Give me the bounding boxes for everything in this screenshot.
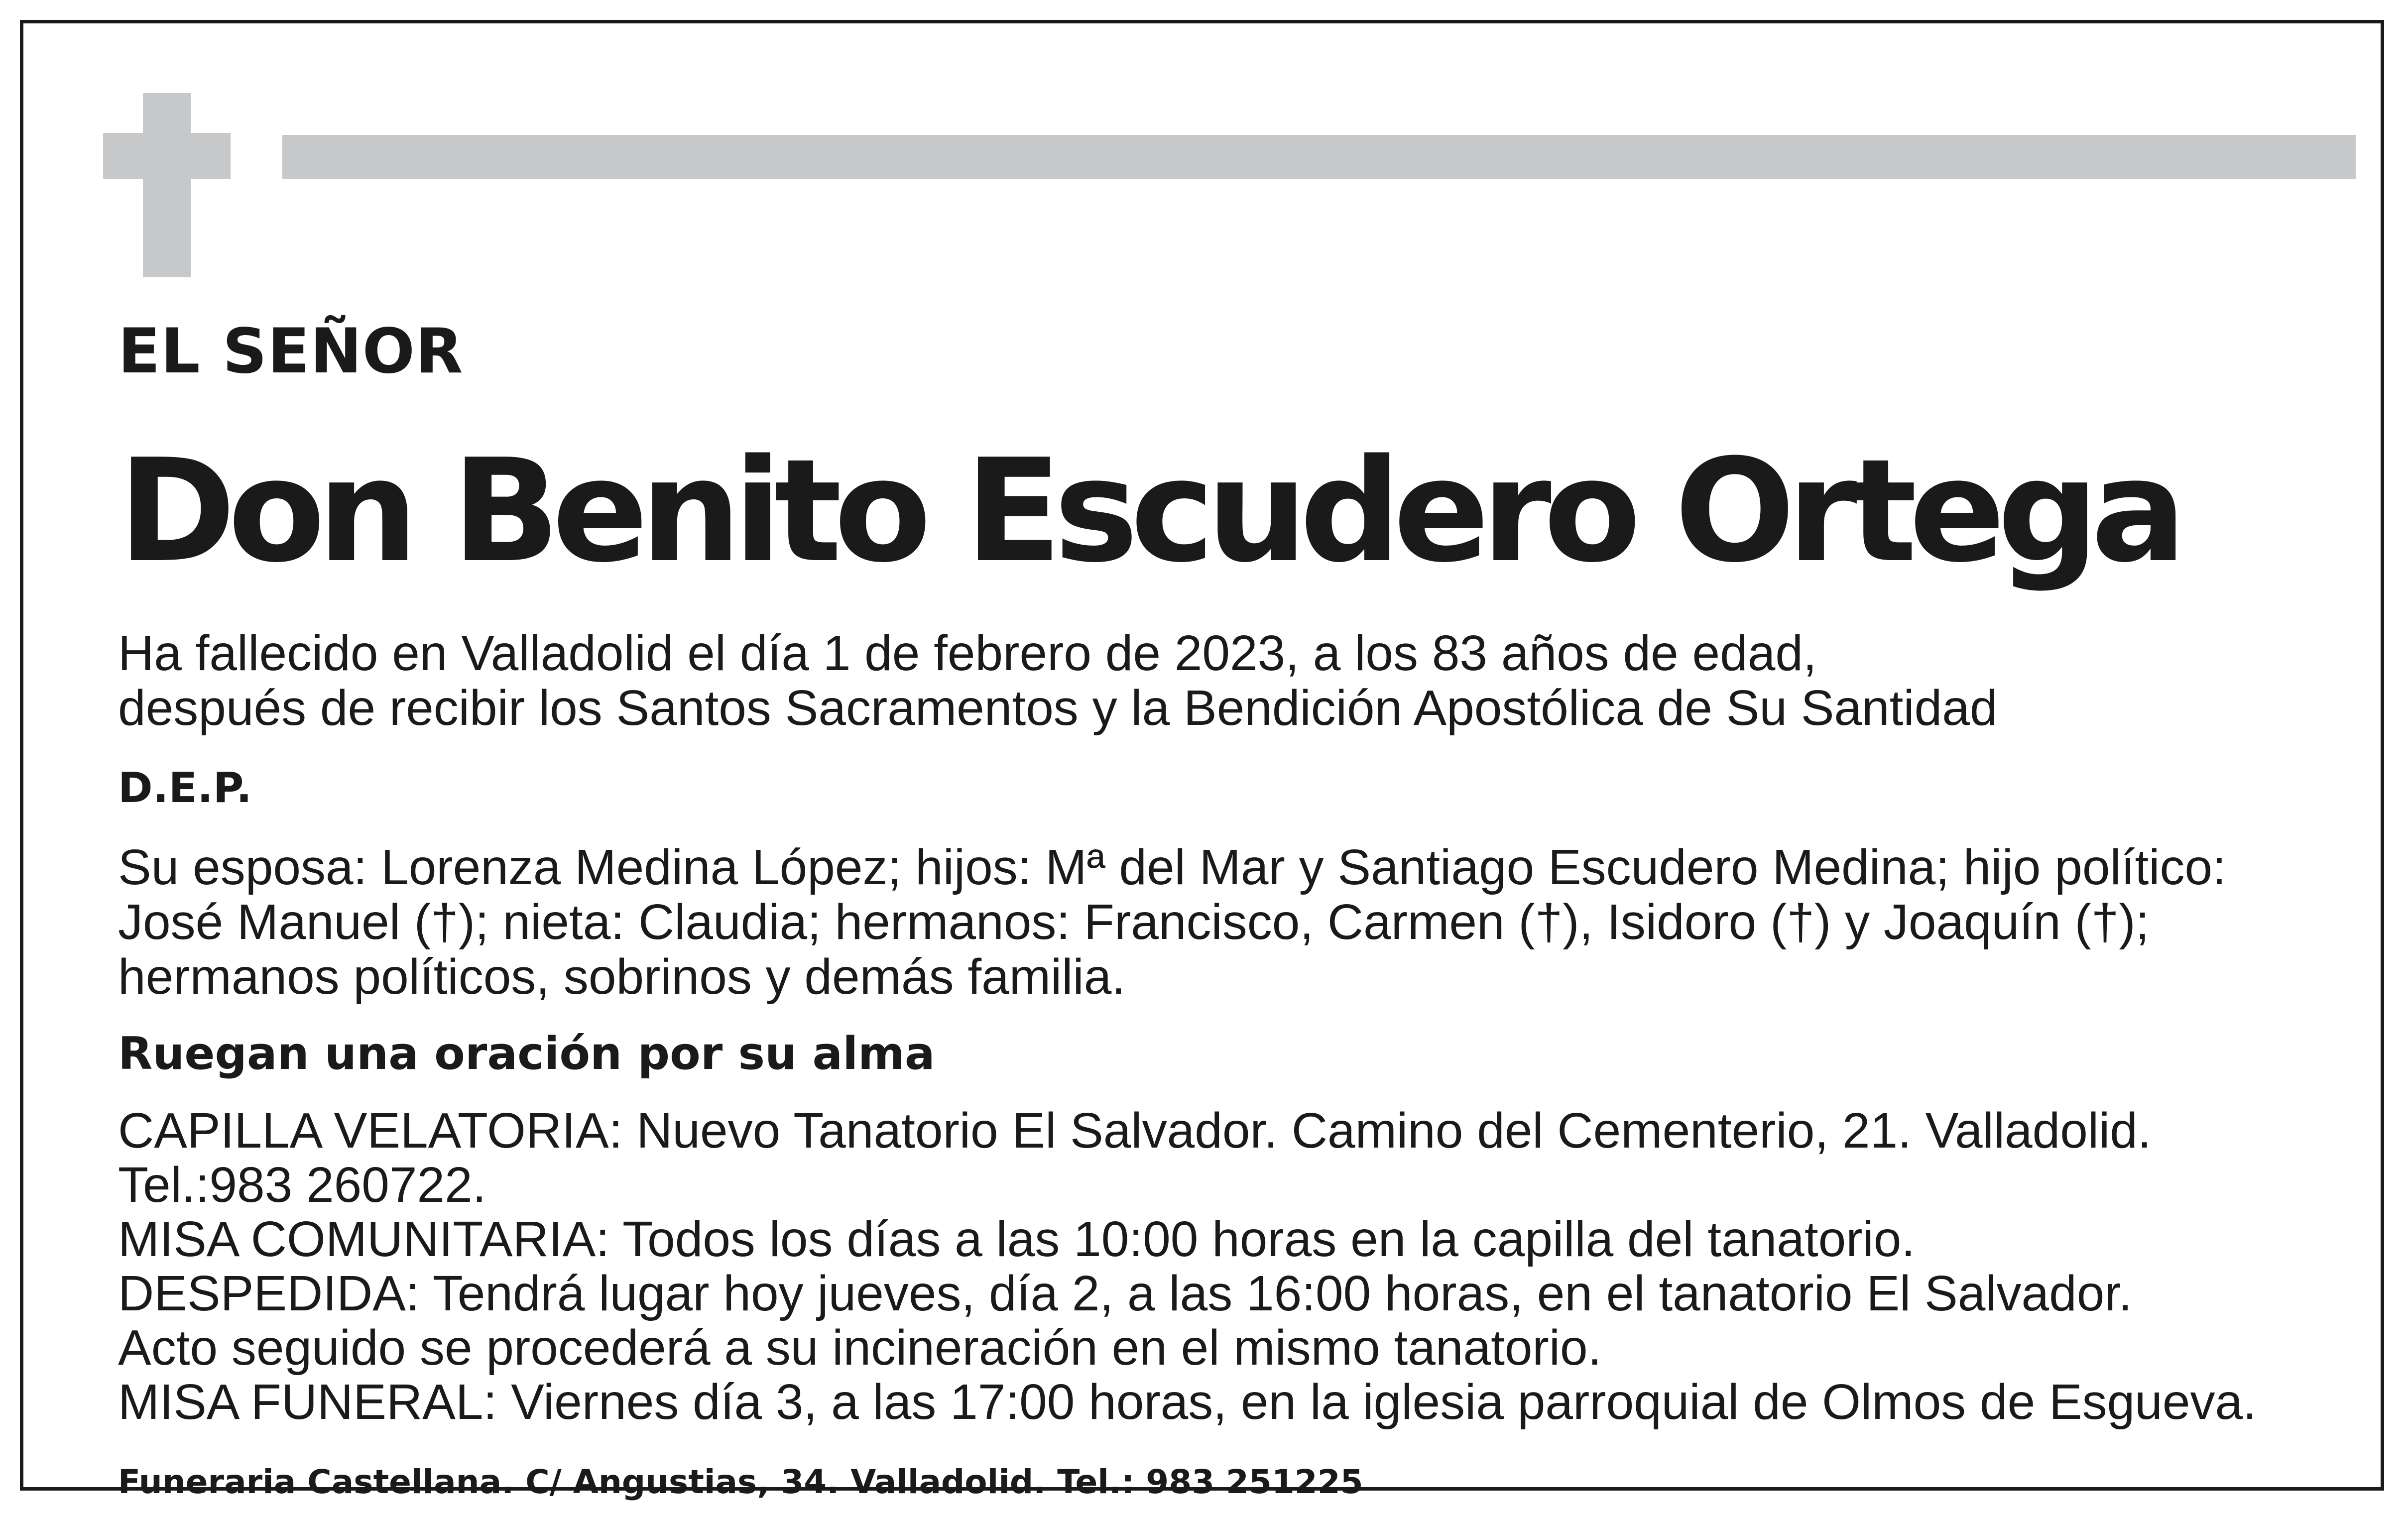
funeral-home-footer: Funeraria Castellana. C/ Angustias, 34. Valladolid. Tel.: 983 251225 bbox=[118, 1463, 1363, 1501]
pre-title: EL SEÑOR bbox=[118, 316, 464, 387]
cross-icon bbox=[143, 93, 191, 277]
dep-label: D.E.P. bbox=[118, 763, 252, 812]
death-announcement bbox=[118, 626, 1998, 735]
family-line: hermanos políticos, sobrinos y demás familia. bbox=[118, 949, 1126, 1005]
cross-icon-arm bbox=[103, 133, 231, 179]
detail-line: DESPEDIDA: Tendrá lugar hoy jueves, día 2, a las 16:00 horas, en el tanatorio El Salvador. bbox=[118, 1266, 2132, 1321]
header-bar bbox=[282, 135, 2356, 179]
announcement-line: Ha fallecido en Valladolid el día 1 de febrero de 2023, a los 83 años de edad, bbox=[118, 625, 1817, 681]
detail-line: CAPILLA VELATORIA: Nuevo Tanatorio El Salvador. Camino del Cementerio, 21. Valladolid. bbox=[118, 1103, 2152, 1159]
announcement-line: después de recibir los Santos Sacramentos y la Bendición Apostólica de Su Santidad bbox=[118, 680, 1998, 736]
family-line: José Manuel (†); nieta: Claudia; hermanos: Francisco, Carmen (†), Isidoro (†) y Joaquín (†); bbox=[118, 894, 2150, 950]
obituary-frame bbox=[20, 20, 2384, 1501]
detail-line: Tel.:983 260722. bbox=[118, 1157, 486, 1213]
detail-line: MISA COMUNITARIA: Todos los días a las 10:00 horas en la capilla del tanatorio. bbox=[118, 1211, 1916, 1267]
family-line: Su esposa: Lorenza Medina López; hijos: Mª del Mar y Santiago Escudero Medina; hijo político: bbox=[118, 839, 2226, 895]
detail-line: MISA FUNERAL: Viernes día 3, a las 17:00 horas, en la iglesia parroquial de Olmos de Esgueva. bbox=[118, 1374, 2257, 1430]
service-details bbox=[118, 1104, 2257, 1429]
detail-line: Acto seguido se procederá a su incineración en el mismo tanatorio. bbox=[118, 1320, 1602, 1376]
prayer-request: Ruegan una oración por su alma bbox=[118, 1028, 935, 1080]
deceased-name: Don Benito Escudero Ortega bbox=[118, 429, 2179, 594]
family-list bbox=[118, 840, 2226, 1004]
